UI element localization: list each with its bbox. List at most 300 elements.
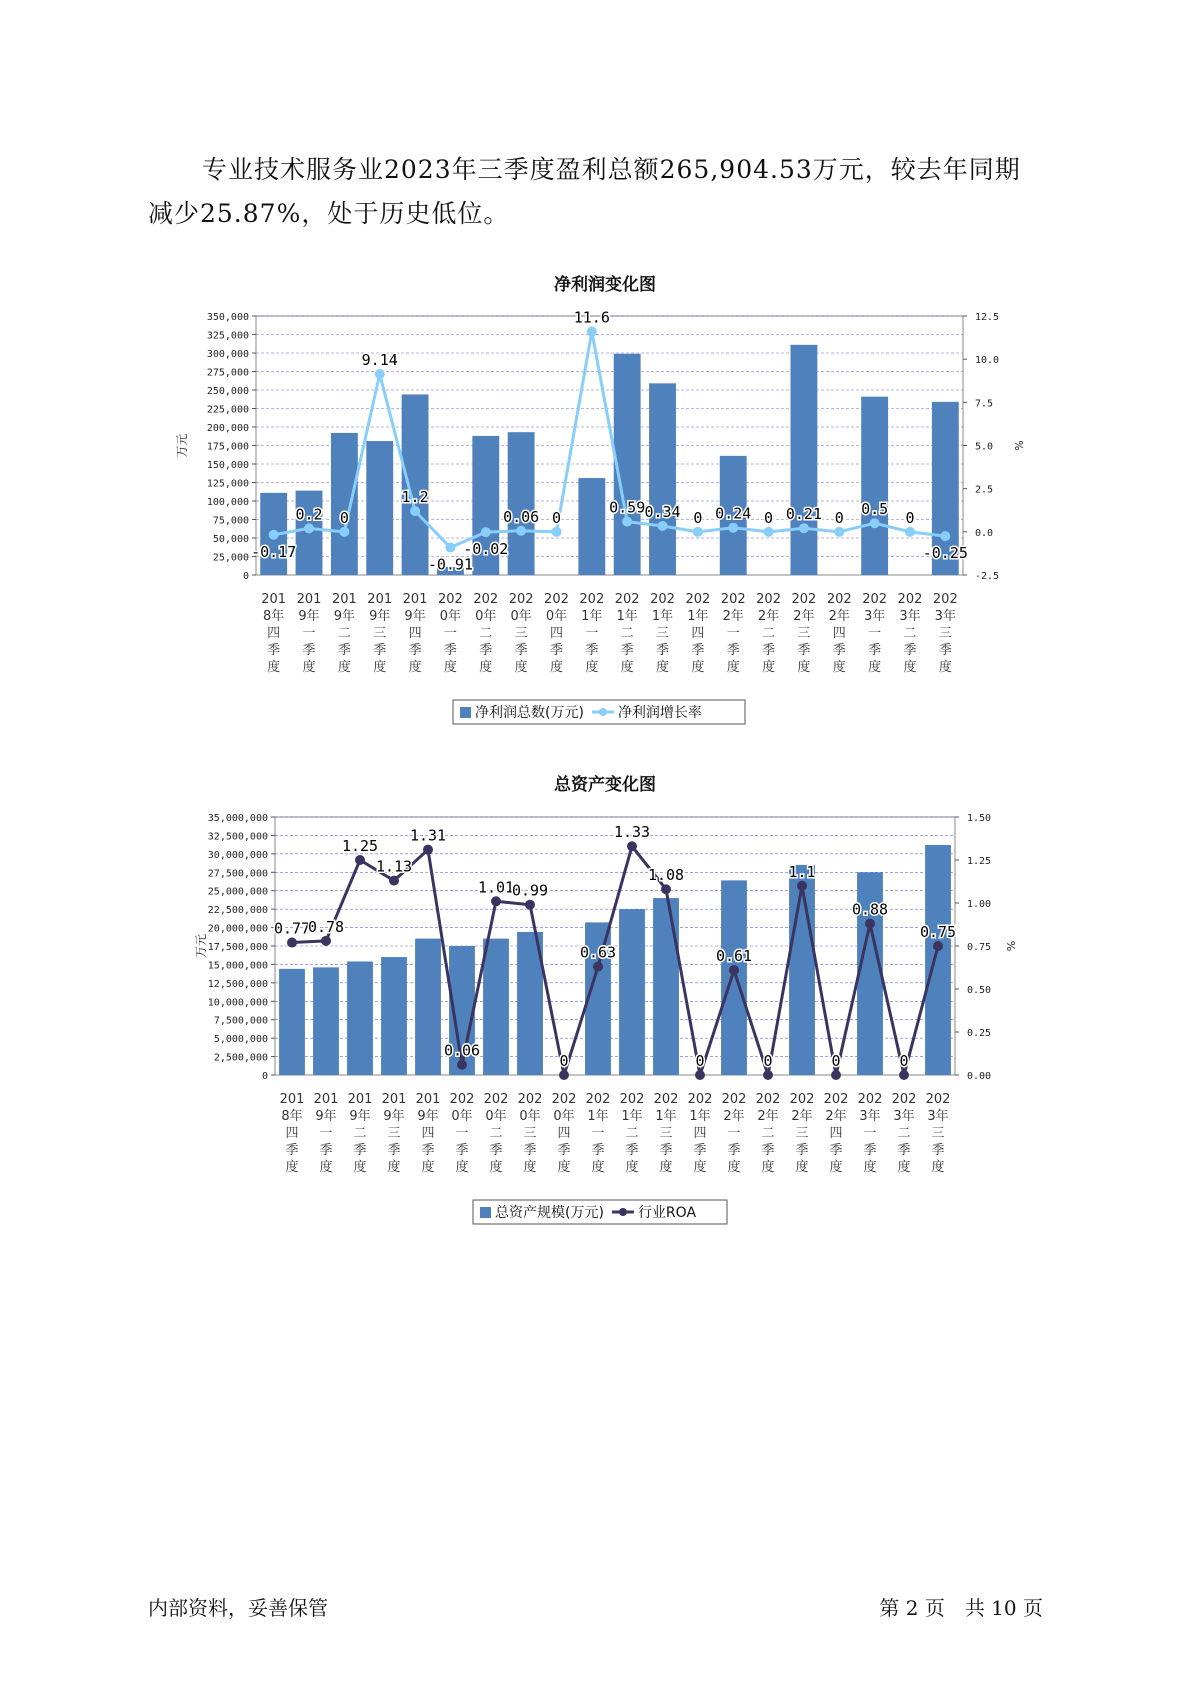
chart-1-x-tick-label: 度 — [656, 660, 670, 675]
chart-2-x-tick-label: 202 — [687, 1092, 713, 1107]
chart-2-x-tick-label: 二 — [625, 1126, 639, 1141]
chart-1-x-tick-label: 度 — [691, 660, 705, 675]
chart-1-x-tick-label: 季 — [549, 643, 563, 658]
chart-1-x-tick-label: 季 — [479, 643, 493, 658]
chart-1-x-tick-label: 季 — [514, 643, 528, 658]
chart-2-right-tick-label: 1.50 — [967, 813, 992, 824]
chart-2-x-tick-label: 1年 — [655, 1109, 677, 1124]
chart-1-x-tick-label: 四 — [832, 626, 846, 641]
chart-2-x-tick-label: 度 — [931, 1160, 945, 1175]
chart-2-left-tick-label: 20,000,000 — [207, 923, 268, 935]
footer-confidential: 内部资料，妥善保管 — [148, 1596, 328, 1620]
chart-1-data-label: 0.34 — [644, 502, 681, 521]
chart-1-bar — [790, 345, 817, 575]
chart-2-x-tick-label: 202 — [925, 1092, 951, 1107]
chart-1-x-tick-label: 202 — [862, 592, 888, 607]
chart-1-x-tick-label: 3年 — [899, 609, 921, 624]
chart-2-x-tick-label: 三 — [659, 1126, 673, 1141]
chart-2-x-tick-label: 季 — [319, 1143, 333, 1158]
chart-1-data-label: -0.91 — [427, 555, 474, 574]
chart-2-line-point — [661, 884, 671, 894]
chart-2-line-point — [457, 1060, 467, 1070]
chart-2-bar — [653, 898, 679, 1075]
chart-1-x-tick-label: 度 — [797, 660, 811, 675]
chart-2-x-tick-label: 1年 — [689, 1109, 711, 1124]
chart-2-x-tick-label: 9年 — [417, 1109, 439, 1124]
chart-1-data-label: 11.6 — [573, 308, 610, 327]
chart-1-line-point — [940, 531, 950, 541]
chart-2-y-right-label: % — [1004, 940, 1017, 952]
chart-1-x-tick-label: 201 — [402, 592, 428, 607]
chart-1-x-tick-label: 季 — [691, 643, 705, 658]
chart-1-x-tick-label: 1年 — [616, 609, 638, 624]
chart-2-line-point — [321, 936, 331, 946]
chart-1-x-tick-label: 季 — [656, 643, 670, 658]
chart-2-x-tick-label: 季 — [387, 1143, 401, 1158]
chart-2-y-left-label: 万元 — [194, 933, 208, 959]
chart-2-data-label: 1.31 — [409, 826, 447, 845]
chart-1-x-tick-label: 季 — [267, 643, 281, 658]
chart-1-x-tick-label: 季 — [832, 643, 846, 658]
chart-2-x-tick-label: 8年 — [281, 1109, 303, 1124]
chart-1-bar — [578, 478, 605, 575]
chart-1-x-tick-label: 度 — [443, 660, 457, 675]
chart-1-data-label: 0.21 — [785, 505, 822, 524]
chart-1-x-tick-label: 季 — [797, 643, 811, 658]
chart-1-data-label: 1.2 — [401, 488, 429, 507]
chart-2-data-label: 0.88 — [851, 900, 889, 919]
chart-2-bar — [483, 939, 509, 1075]
chart-1-bar — [508, 432, 535, 575]
chart-1-x-tick-label: 2年 — [828, 609, 850, 624]
chart-2-x-tick-label: 季 — [897, 1143, 911, 1158]
chart-1-x-tick-label: 度 — [337, 660, 351, 675]
chart-2-x-tick-label: 3年 — [893, 1109, 915, 1124]
chart-1-left-tick-label: 150,000 — [206, 460, 249, 471]
chart-2-x-tick-label: 度 — [897, 1160, 911, 1175]
chart-2-line-point — [797, 881, 807, 891]
chart-1-x-tick-label: 202 — [579, 592, 605, 607]
chart-2-x-tick-label: 一 — [863, 1126, 877, 1141]
chart-2-x-tick-label: 201 — [347, 1092, 373, 1107]
chart-2-x-tick-label: 202 — [653, 1092, 679, 1107]
chart-2-line-point — [899, 1070, 909, 1080]
chart-1-right-tick-label: 10.0 — [975, 355, 1000, 367]
chart-1-data-label: 0 — [905, 508, 915, 527]
chart-1-x-tick-label: 度 — [726, 660, 740, 675]
chart-1-left-tick-label: 200,000 — [206, 423, 249, 434]
chart-2-left-tick-label: 35,000,000 — [207, 813, 268, 824]
chart-2-line-point — [865, 919, 875, 929]
chart-2-x-tick-label: 四 — [693, 1126, 707, 1141]
chart-1-x-tick-label: 201 — [331, 592, 357, 607]
chart-2-x-tick-label: 202 — [585, 1092, 611, 1107]
chart-1-x-tick-label: 季 — [337, 643, 351, 658]
chart-1-right-tick-label: -2.5 — [975, 571, 1000, 582]
chart-1-x-tick-label: 0年 — [545, 609, 568, 624]
chart-1-x-tick-label: 201 — [261, 592, 287, 607]
chart-2-x-tick-label: 度 — [829, 1160, 843, 1175]
chart-2-left-tick-label: 15,000,000 — [207, 960, 268, 972]
chart-2-x-tick-label: 一 — [727, 1126, 741, 1141]
chart-1-x-tick-label: 度 — [267, 660, 281, 675]
chart-2-line-point — [525, 900, 535, 910]
chart-2-title: 总资产变化图 — [554, 775, 656, 795]
chart-1-data-label: 0 — [551, 508, 561, 527]
chart-2-left-tick-label: 12,500,000 — [207, 978, 268, 990]
chart-2-x-tick-label: 季 — [761, 1143, 775, 1158]
chart-2-line-point — [389, 876, 399, 886]
chart-2-bar — [415, 939, 441, 1075]
chart-1-x-tick-label: 202 — [897, 592, 923, 607]
chart-1-x-tick-label: 度 — [762, 660, 776, 675]
chart-1-y-right-label: % — [1012, 440, 1025, 451]
chart-1-left-tick-label: 350,000 — [206, 312, 249, 323]
chart-1-x-tick-label: 1年 — [687, 609, 709, 624]
chart-2-x-tick-label: 202 — [449, 1092, 475, 1107]
chart-1-x-tick-label: 度 — [585, 660, 599, 675]
chart-2-x-tick-label: 度 — [387, 1160, 401, 1175]
chart-1-x-tick-label: 202 — [756, 592, 781, 607]
chart-1-right-tick-label: 5.0 — [975, 441, 994, 453]
chart-1-x-tick-label: 季 — [408, 643, 422, 658]
chart-2-x-tick-label: 四 — [829, 1126, 843, 1141]
chart-2-x-tick-label: 一 — [455, 1126, 469, 1141]
chart-2-x-tick-label: 度 — [455, 1160, 469, 1175]
chart-1-data-label: -0.02 — [463, 540, 509, 559]
chart-2-x-tick-label: 季 — [829, 1143, 843, 1158]
chart-1-line-point — [905, 527, 915, 537]
chart-2-x-tick-label: 0年 — [451, 1109, 473, 1124]
chart-1-left-tick-label: 325,000 — [206, 330, 249, 342]
chart-1-x-tick-label: 三 — [514, 626, 528, 641]
chart-1-x-tick-label: 度 — [620, 660, 634, 675]
chart-2-left-tick-label: 2,500,000 — [213, 1052, 268, 1064]
chart-1-line-point — [481, 527, 491, 537]
chart-1-line-point — [516, 526, 526, 536]
chart-2-left-tick-label: 30,000,000 — [207, 849, 268, 861]
chart-1-x-tick-label: 度 — [549, 660, 563, 675]
chart-2-x-tick-label: 一 — [591, 1126, 605, 1141]
chart-1-x-tick-label: 度 — [938, 660, 952, 675]
chart-1-right-tick-label: 0.0 — [975, 527, 994, 539]
chart-2-left-tick-label: 27,500,000 — [207, 868, 268, 880]
chart-1-x-tick-label: 一 — [726, 626, 740, 641]
chart-1-x-tick-label: 二 — [903, 626, 917, 641]
chart-2-data-label: 0 — [559, 1052, 569, 1070]
chart-1-right-tick-label: 12.5 — [975, 312, 1000, 323]
chart-2-data-label: 1.1 — [788, 862, 816, 881]
chart-2-x-tick-label: 202 — [551, 1092, 577, 1107]
chart-1-legend-line-label: 净利润增长率 — [617, 705, 702, 721]
chart-1-left-tick-label: 25,000 — [212, 552, 249, 564]
chart-2-x-tick-label: 0年 — [519, 1109, 541, 1124]
chart-1-x-tick-label: 二 — [762, 626, 776, 641]
chart-2-x-tick-label: 9年 — [315, 1109, 337, 1124]
chart-2-data-label: 0.61 — [715, 947, 753, 966]
chart-2-x-tick-label: 202 — [755, 1092, 781, 1107]
chart-2-line-point — [559, 1070, 569, 1080]
chart-1-x-tick-label: 度 — [868, 660, 882, 675]
chart-1-x-tick-label: 季 — [868, 643, 882, 658]
chart-2-legend-line-label: 行业ROA — [637, 1205, 697, 1221]
chart-2-data-label: 1.08 — [647, 866, 685, 885]
chart-1-left-tick-label: 275,000 — [206, 367, 249, 379]
chart-2-data-label: 0 — [899, 1052, 909, 1070]
chart-2-data-label: 0.99 — [511, 881, 549, 900]
chart-2-left-tick-label: 32,500,000 — [207, 831, 268, 843]
chart-1-data-label: 0.2 — [295, 505, 323, 524]
chart-1-left-tick-label: 250,000 — [206, 386, 249, 397]
chart-2-x-tick-label: 季 — [591, 1143, 605, 1158]
chart-1-x-tick-label: 三 — [797, 626, 811, 641]
chart-2-line-point — [593, 962, 603, 972]
chart-1-line-point — [728, 523, 738, 533]
chart-2-x-tick-label: 度 — [693, 1160, 707, 1175]
chart-2-x-tick-label: 二 — [353, 1126, 367, 1141]
chart-1-x-tick-label: 度 — [408, 660, 422, 675]
chart-1-data-label: 9.14 — [361, 351, 398, 370]
chart-1-x-tick-label: 一 — [868, 626, 882, 641]
chart-1-legend-bar-swatch — [460, 707, 471, 718]
chart-2-x-tick-label: 度 — [591, 1160, 605, 1175]
chart-1-line-point — [799, 523, 809, 533]
chart-1-x-tick-label: 度 — [903, 660, 917, 675]
chart-1-x-tick-label: 季 — [585, 643, 599, 658]
chart-2-legend-bar-swatch — [480, 1207, 491, 1218]
chart-2-x-tick-label: 度 — [863, 1160, 877, 1175]
chart-2-x-tick-label: 1年 — [587, 1109, 609, 1124]
chart-2-x-tick-label: 201 — [381, 1092, 407, 1107]
chart-2-x-tick-label: 3年 — [859, 1109, 881, 1124]
chart-1-left-tick-label: 75,000 — [212, 515, 249, 527]
chart-2-x-tick-label: 202 — [483, 1092, 509, 1107]
chart-2-x-tick-label: 四 — [285, 1126, 299, 1141]
chart-2-bar — [788, 862, 816, 1075]
chart-1-x-tick-label: 二 — [479, 626, 493, 641]
chart-1-line-point — [658, 521, 668, 531]
chart-2-x-tick-label: 度 — [421, 1160, 435, 1175]
chart-1-x-tick-label: 季 — [726, 643, 740, 658]
chart-2-data-label: 0.06 — [443, 1041, 481, 1060]
chart-2-left-tick-label: 17,500,000 — [207, 942, 268, 953]
chart-2-x-tick-label: 202 — [517, 1092, 543, 1107]
chart-1-x-tick-label: 2年 — [793, 609, 815, 624]
chart-1-x-tick-label: 二 — [620, 626, 634, 641]
chart-2-bar — [721, 880, 747, 1075]
chart-2-x-tick-label: 度 — [557, 1160, 571, 1175]
chart-1-line-point — [304, 523, 314, 533]
chart-1-x-tick-label: 四 — [408, 626, 422, 641]
chart-2-x-tick-label: 1年 — [621, 1109, 643, 1124]
chart-1-right-tick-label: 7.5 — [975, 398, 994, 410]
chart-1-bar — [331, 433, 358, 575]
chart-2-right-tick-label: 0.50 — [967, 985, 992, 996]
chart-2-data-label: 0.63 — [579, 943, 617, 962]
chart-2-x-tick-label: 季 — [523, 1143, 537, 1158]
chart-2-line-point — [287, 938, 297, 948]
chart-2-x-tick-label: 0年 — [485, 1109, 507, 1124]
chart-2-x-tick-label: 度 — [625, 1160, 639, 1175]
chart-1-x-tick-label: 3年 — [863, 609, 886, 624]
chart-1-x-tick-label: 度 — [479, 660, 493, 675]
chart-1-x-tick-label: 一 — [302, 626, 316, 641]
chart-2-right-tick-label: 0.75 — [967, 942, 992, 953]
chart-2-right-tick-label: 1.00 — [967, 899, 992, 910]
chart-1-left-tick-label: 50,000 — [212, 534, 249, 545]
chart-1-x-tick-label: 202 — [544, 592, 569, 607]
chart-2-x-tick-label: 201 — [279, 1092, 305, 1107]
chart-2-x-tick-label: 2年 — [757, 1109, 779, 1124]
chart-2-x-tick-label: 9年 — [383, 1109, 405, 1124]
chart-2-x-tick-label: 二 — [761, 1126, 775, 1141]
chart-2-x-tick-label: 季 — [625, 1143, 639, 1158]
chart-1-data-label: 0.59 — [609, 498, 646, 517]
chart-1-x-tick-label: 202 — [685, 592, 711, 607]
chart-1-bar — [402, 394, 429, 575]
chart-2-x-tick-label: 二 — [489, 1126, 503, 1141]
chart-2-left-tick-label: 25,000,000 — [207, 886, 268, 898]
chart-1-bar — [366, 441, 393, 575]
chart-1-x-tick-label: 季 — [938, 643, 952, 658]
chart-2-bar — [347, 961, 373, 1075]
chart-2-right-tick-label: 1.25 — [967, 856, 992, 867]
chart-1-data-label: -0.25 — [922, 544, 968, 563]
chart-1-x-tick-label: 一 — [585, 626, 599, 641]
chart-2-x-tick-label: 季 — [557, 1143, 571, 1158]
chart-2-x-tick-label: 季 — [659, 1143, 673, 1158]
chart-2-x-tick-label: 度 — [523, 1160, 537, 1175]
chart-2-bar — [619, 909, 645, 1075]
chart-1-x-tick-label: 201 — [367, 592, 393, 607]
chart-1-x-tick-label: 9年 — [404, 609, 426, 624]
chart-2-x-tick-label: 度 — [353, 1160, 367, 1175]
chart-2-data-label: 0 — [763, 1052, 773, 1070]
chart-1-x-tick-label: 202 — [826, 592, 852, 607]
chart-1-x-tick-label: 度 — [832, 660, 846, 675]
chart-2-x-tick-label: 三 — [795, 1126, 809, 1141]
chart-2-x-tick-label: 三 — [931, 1126, 945, 1141]
chart-1-x-tick-label: 0年 — [439, 609, 462, 624]
chart-1-bar — [649, 383, 676, 575]
chart-2-line-point — [491, 896, 501, 906]
chart-1-x-tick-label: 四 — [267, 626, 281, 641]
chart-2-legend-bar-label: 总资产规模(万元) — [495, 1205, 604, 1221]
summary-line-2: 减少25.87%，处于历史低位。 — [148, 199, 510, 228]
chart-1-line-point — [551, 527, 561, 537]
summary-line-1: 专业技术服务业2023年三季度盈利总额265,904.53万元，较去年同期 — [202, 155, 1021, 184]
chart-1-line-point — [587, 327, 597, 337]
chart-2-x-tick-label: 度 — [489, 1160, 503, 1175]
chart-1-line-point — [375, 369, 385, 379]
chart-2-data-label: 1.25 — [341, 837, 379, 855]
chart-2-x-tick-label: 季 — [693, 1143, 707, 1158]
chart-2-x-tick-label: 三 — [523, 1126, 537, 1141]
chart-1-x-tick-label: 201 — [296, 592, 322, 607]
chart-2-x-tick-label: 202 — [857, 1092, 883, 1107]
chart-1-line-point — [445, 543, 455, 553]
chart-2-line-point — [423, 845, 433, 855]
chart-2-x-tick-label: 季 — [931, 1143, 945, 1158]
chart-2-data-label: 0.78 — [307, 917, 345, 936]
chart-2-right-tick-label: 0.25 — [967, 1028, 992, 1039]
chart-2-x-tick-label: 季 — [863, 1143, 877, 1158]
chart-2-x-tick-label: 度 — [319, 1160, 333, 1175]
chart-2-left-tick-label: 7,500,000 — [213, 1015, 268, 1027]
footer-page-number: 第 2 页 共 10 页 — [879, 1596, 1043, 1620]
chart-2-x-tick-label: 季 — [455, 1143, 469, 1158]
chart-2-data-label: 0 — [831, 1052, 841, 1070]
chart-2-x-tick-label: 202 — [823, 1092, 849, 1107]
chart-1-data-label: 0 — [764, 508, 774, 527]
chart-1-line-point — [622, 517, 632, 527]
chart-1-x-tick-label: 2年 — [722, 609, 744, 624]
chart-1-x-tick-label: 季 — [373, 643, 387, 658]
chart-1-x-tick-label: 二 — [337, 626, 351, 641]
chart-2-x-tick-label: 201 — [415, 1092, 441, 1107]
chart-2-bar — [313, 967, 339, 1075]
chart-2-x-tick-label: 季 — [285, 1143, 299, 1158]
chart-1-title: 净利润变化图 — [554, 275, 656, 295]
chart-1-x-tick-label: 三 — [656, 626, 670, 641]
chart-1-line-point — [269, 530, 279, 540]
chart-2-x-tick-label: 202 — [891, 1092, 917, 1107]
chart-1-line-point — [764, 527, 774, 537]
chart-1-bar — [861, 397, 888, 575]
chart-2-x-tick-label: 201 — [313, 1092, 339, 1107]
chart-2-left-tick-label: 22,500,000 — [207, 905, 268, 917]
chart-1-x-tick-label: 0年 — [510, 609, 532, 624]
chart-2-x-tick-label: 季 — [727, 1143, 741, 1158]
chart-1-x-tick-label: 度 — [514, 660, 528, 675]
chart-2-line-point — [355, 855, 365, 865]
chart-1-x-tick-label: 季 — [443, 643, 457, 658]
chart-1-line-point — [410, 506, 420, 516]
chart-2-x-tick-label: 季 — [421, 1143, 435, 1158]
chart-2-x-tick-label: 三 — [387, 1126, 401, 1141]
chart-2-line-point — [729, 965, 739, 975]
chart-2-x-tick-label: 四 — [557, 1126, 571, 1141]
chart-1-line-point — [834, 527, 844, 537]
chart-1-data-label: 0 — [693, 508, 703, 527]
chart-1-x-tick-label: 四 — [549, 626, 563, 641]
chart-2-x-tick-label: 202 — [721, 1092, 747, 1107]
chart-1-x-tick-label: 季 — [903, 643, 917, 658]
chart-1-data-label: 0.24 — [715, 504, 752, 523]
chart-1-x-tick-label: 0年 — [475, 609, 497, 624]
chart-2-x-tick-label: 度 — [285, 1160, 299, 1175]
chart-2-line-point — [627, 841, 637, 851]
chart-2-left-tick-label: 5,000,000 — [213, 1034, 268, 1046]
chart-1-x-tick-label: 一 — [443, 626, 457, 641]
chart-2-right-tick-label: 0.00 — [967, 1071, 992, 1082]
chart-2-x-tick-label: 度 — [761, 1160, 775, 1175]
chart-2-data-label: 0 — [695, 1052, 705, 1070]
chart-1-x-tick-label: 202 — [473, 592, 499, 607]
chart-1-line-point — [693, 527, 703, 537]
chart-1-legend-line-marker — [599, 708, 607, 716]
chart-1-left-tick-label: 300,000 — [206, 349, 249, 360]
chart-2-bar — [925, 845, 951, 1075]
chart-1-data-label: -0.17 — [251, 542, 297, 561]
chart-1-right-tick-label: 2.5 — [975, 484, 994, 496]
chart-1-x-tick-label: 度 — [373, 660, 387, 675]
chart-1-x-tick-label: 三 — [373, 626, 387, 641]
chart-2-x-tick-label: 0年 — [553, 1109, 575, 1124]
chart-2-x-tick-label: 2年 — [723, 1109, 745, 1124]
chart-1-y-left-label: 万元 — [175, 433, 189, 458]
chart-2-line-point — [695, 1070, 705, 1080]
